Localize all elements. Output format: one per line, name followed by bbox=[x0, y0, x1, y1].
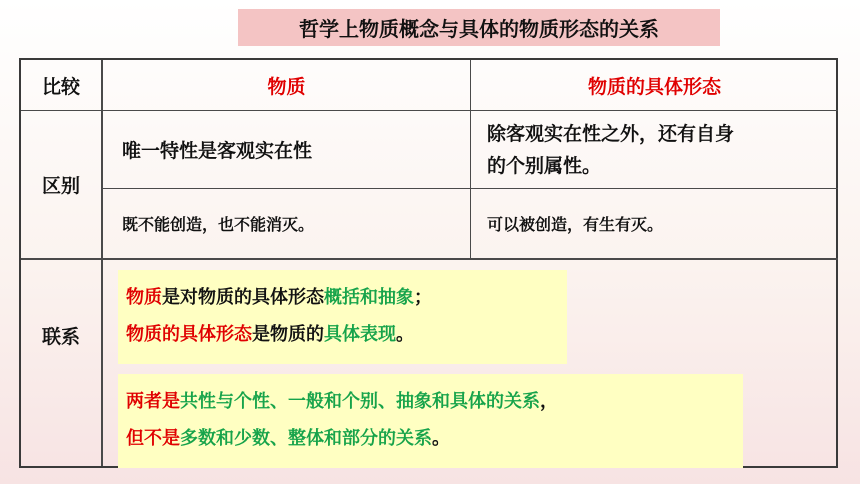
row-label-relation: 联系 bbox=[41, 325, 80, 348]
relation-box-2 bbox=[118, 374, 743, 468]
segment: ， bbox=[540, 391, 558, 412]
slide-title: 哲学上物质概念与具体的物质形态的关系 bbox=[238, 9, 720, 46]
relation-box-1-line1 bbox=[126, 279, 567, 316]
header-compare: 比较 bbox=[41, 75, 80, 98]
segment: 多数和少数、整体和部分的关系 bbox=[180, 428, 432, 449]
relation-box-2-line2 bbox=[126, 420, 743, 457]
relation-box-2-line1 bbox=[126, 383, 743, 420]
segment: 共性与个性、一般和个别、抽象和具体的关系 bbox=[180, 391, 540, 412]
difference-concrete-2: 可以被创造，有生有灭。 bbox=[487, 215, 664, 234]
difference-concrete-1-line1: 除客观实在性之外，还有自身 bbox=[487, 122, 735, 145]
segment: 是物质的 bbox=[252, 324, 324, 345]
segment: 是对物质的具体形态 bbox=[162, 287, 324, 308]
relation-box-1 bbox=[118, 270, 567, 364]
segment: 。 bbox=[432, 428, 450, 449]
column-divider-1 bbox=[101, 60, 103, 466]
difference-matter-1: 唯一特性是客观实在性 bbox=[122, 140, 313, 162]
segment: 两者是 bbox=[126, 391, 180, 412]
segment: 但不是 bbox=[126, 428, 180, 449]
relation-box-1-line2 bbox=[126, 316, 567, 353]
difference-concrete-1 bbox=[487, 111, 832, 188]
segment: ； bbox=[414, 287, 432, 308]
segment: 具体表现 bbox=[324, 324, 396, 345]
comparison-table bbox=[19, 58, 838, 468]
header-matter: 物质 bbox=[267, 75, 306, 98]
header-concrete-form: 物质的具体形态 bbox=[587, 75, 721, 98]
segment: 概括和抽象 bbox=[324, 287, 414, 308]
row-label-difference: 区别 bbox=[41, 175, 80, 197]
row-divider-relation bbox=[21, 258, 838, 260]
segment: 物质的具体形态 bbox=[126, 324, 252, 345]
segment: 物质 bbox=[126, 287, 162, 308]
difference-concrete-1-line2: 的个别属性。 bbox=[487, 154, 602, 177]
segment: 。 bbox=[396, 324, 414, 345]
difference-matter-2: 既不能创造，也不能消灭。 bbox=[122, 215, 315, 234]
